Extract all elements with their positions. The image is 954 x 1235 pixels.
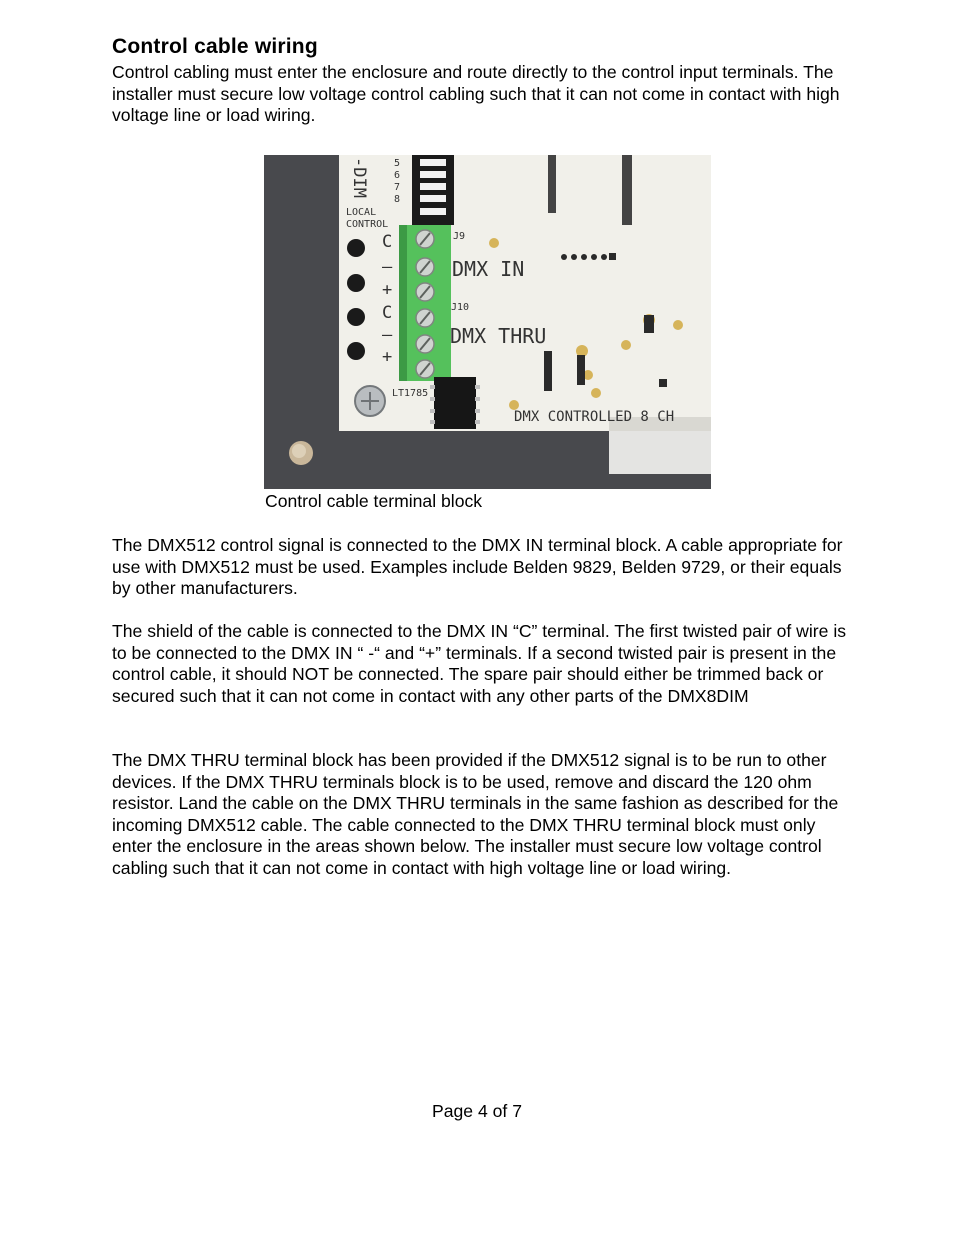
dip-switch-numbers bbox=[394, 158, 400, 205]
photo-caption: Control cable terminal block bbox=[265, 491, 483, 511]
board-label-local: LOCAL bbox=[346, 207, 377, 218]
dip-number: 5 bbox=[394, 158, 401, 169]
dip-number: 8 bbox=[394, 194, 401, 205]
dmx-thru-paragraph: The DMX THRU terminal block has been provided if the DMX512 signal is to be run to other devices. If the DMX THRU terminals block is to be used, remove and discard the 120 ohm resistor. Land the cable on the DMX THRU terminals in the same fashion as described for the incoming DMX512 cable. The cable connected to the DMX THRU terminal block must only enter the enclosure in the areas shown below. The installer must secure low voltage control cabling such that it can not come in contact with high voltage line or load wiring. bbox=[112, 750, 839, 878]
terminal-mark: C bbox=[382, 232, 393, 252]
dmx512-paragraph: The DMX512 control signal is connected to the DMX IN terminal block. A cable appropriate for use with DMX512 must be used. Examples include Belden 9829, Belden 9729, or their equals by other manufacturers. bbox=[112, 535, 843, 598]
terminal-mark: – bbox=[382, 325, 393, 345]
terminal-block-photo bbox=[264, 155, 711, 489]
shield-paragraph: The shield of the cable is connected to the DMX IN “C” terminal. The first twisted pair of wire is to be connected to the DMX IN “ -“ and “+” terminals. If a second twisted pair is present in the control cable, it should NOT be connected. The spare pair should either be trimmed back or secured such that it can not come in contact with any other parts of the DMX8DIM bbox=[112, 621, 847, 706]
terminal-mark: + bbox=[382, 347, 393, 367]
board-label-name: DMX CONTROLLED 8 CH bbox=[514, 409, 675, 425]
board-label-j9: J9 bbox=[453, 231, 466, 242]
terminal-mark: C bbox=[382, 303, 393, 323]
intro-paragraph: Control cabling must enter the enclosure and route directly to the control input terminals. The installer must secure low voltage control cabling such that it can not come in contact with high voltage line or load wiring. bbox=[112, 62, 840, 125]
section-heading: Control cable wiring bbox=[112, 35, 318, 58]
board-label-chip: LT1785 bbox=[392, 388, 429, 399]
dip-number: 7 bbox=[394, 182, 401, 193]
terminal-mark: + bbox=[382, 280, 393, 300]
board-label-j10: J10 bbox=[451, 302, 470, 313]
board-label-dmx-in: DMX IN bbox=[452, 257, 525, 281]
page-number: Page 4 of 7 bbox=[432, 1101, 522, 1121]
board-label-control: CONTROL bbox=[346, 219, 389, 230]
board-label-dim: -DIM bbox=[349, 157, 369, 198]
dip-number: 6 bbox=[394, 170, 401, 181]
terminal-mark: – bbox=[382, 257, 393, 277]
board-label-dmx-thru: DMX THRU bbox=[450, 324, 547, 348]
